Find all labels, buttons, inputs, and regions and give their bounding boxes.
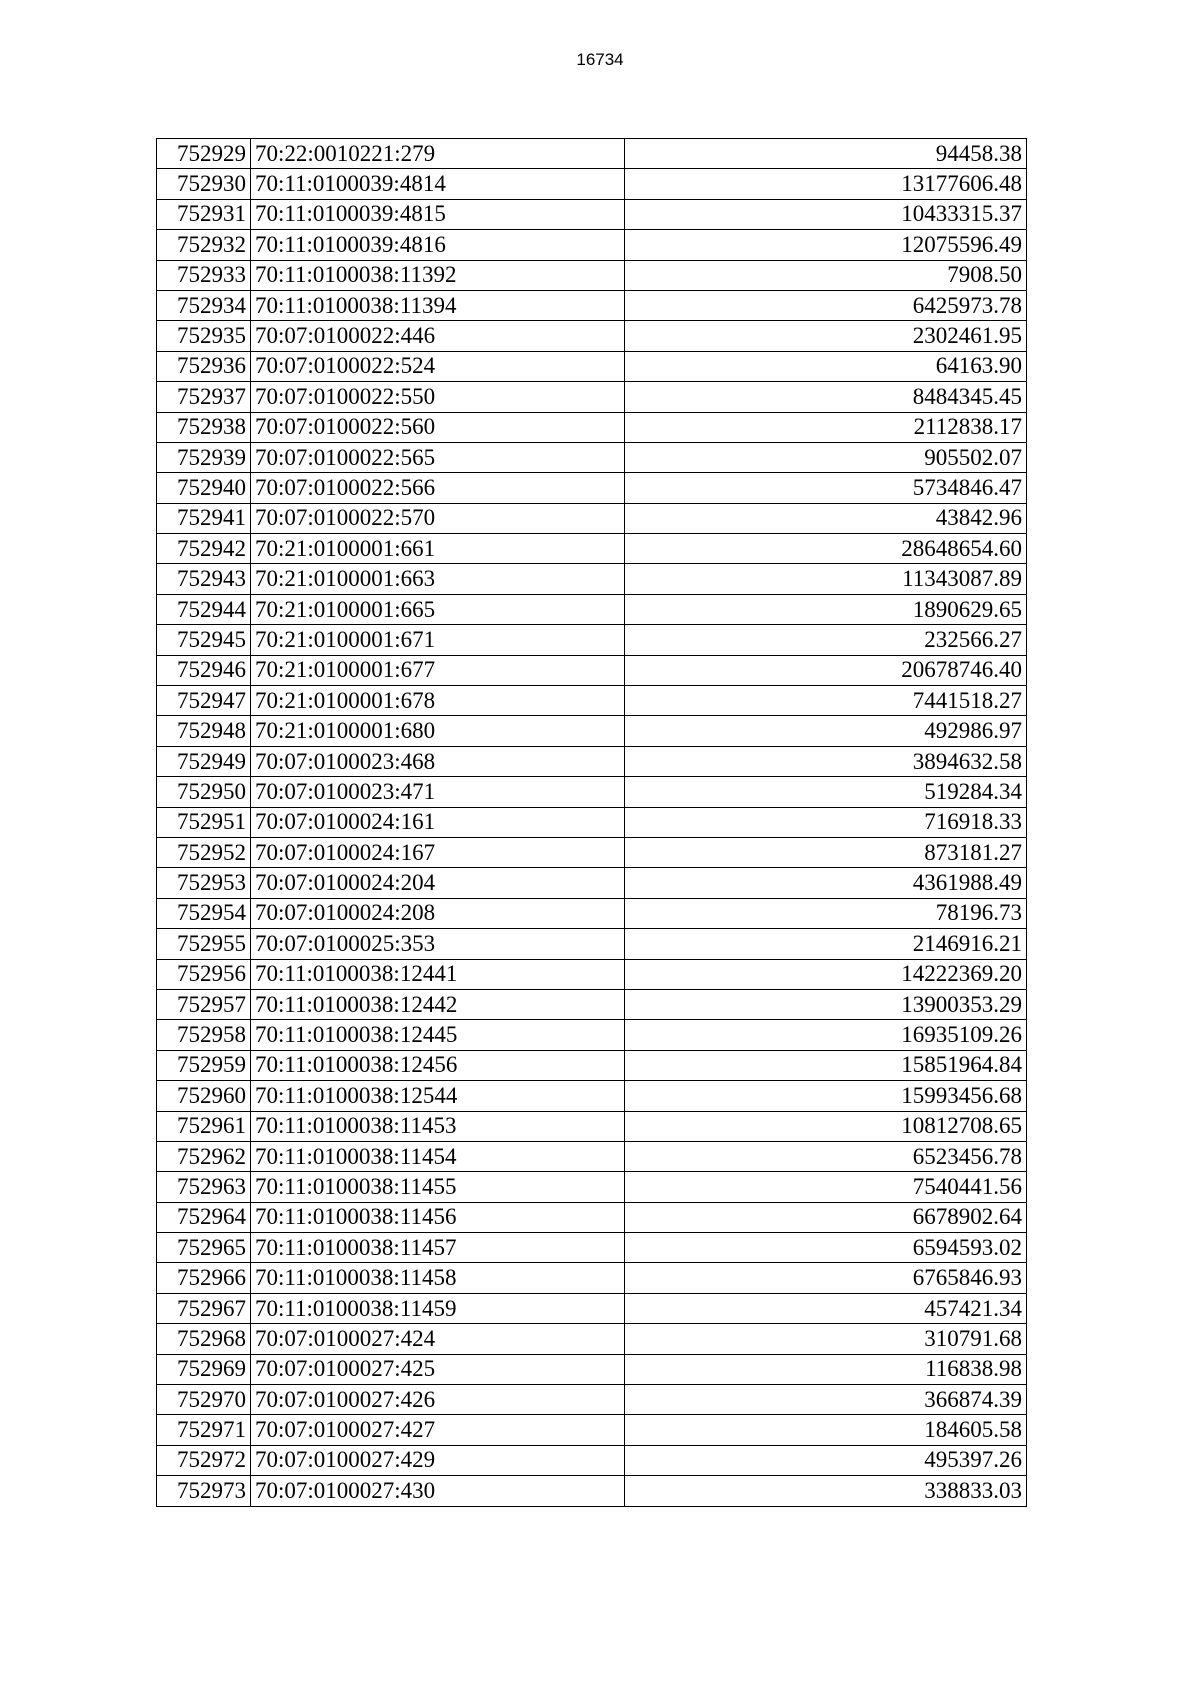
value-cell: 6678902.64 xyxy=(625,1202,1027,1232)
row-number-cell: 752960 xyxy=(157,1081,251,1111)
cadastral-number-cell: 70:21:0100001:663 xyxy=(251,564,625,594)
cadastral-number-cell: 70:11:0100038:11455 xyxy=(251,1172,625,1202)
row-number-cell: 752936 xyxy=(157,351,251,381)
table-row xyxy=(157,1172,1027,1202)
cadastral-number-cell: 70:07:0100027:429 xyxy=(251,1445,625,1475)
value-cell: 6594593.02 xyxy=(625,1233,1027,1263)
value-cell: 873181.27 xyxy=(625,837,1027,867)
table-row xyxy=(157,686,1027,716)
table-row xyxy=(157,321,1027,351)
table-row xyxy=(157,290,1027,320)
cadastral-number-cell: 70:21:0100001:678 xyxy=(251,686,625,716)
value-cell: 28648654.60 xyxy=(625,534,1027,564)
row-number-cell: 752942 xyxy=(157,534,251,564)
table-row xyxy=(157,1354,1027,1384)
table-row xyxy=(157,777,1027,807)
table-row xyxy=(157,169,1027,199)
cadastral-number-cell: 70:22:0010221:279 xyxy=(251,139,625,169)
table-row xyxy=(157,716,1027,746)
data-table xyxy=(156,138,1027,1507)
table-body xyxy=(157,139,1027,1507)
cadastral-number-cell: 70:07:0100022:565 xyxy=(251,442,625,472)
table-row xyxy=(157,473,1027,503)
table-row xyxy=(157,534,1027,564)
value-cell: 6765846.93 xyxy=(625,1263,1027,1293)
cadastral-number-cell: 70:11:0100038:11394 xyxy=(251,290,625,320)
row-number-cell: 752950 xyxy=(157,777,251,807)
cadastral-number-cell: 70:07:0100022:570 xyxy=(251,503,625,533)
row-number-cell: 752935 xyxy=(157,321,251,351)
table-row xyxy=(157,746,1027,776)
row-number-cell: 752934 xyxy=(157,290,251,320)
value-cell: 492986.97 xyxy=(625,716,1027,746)
cadastral-number-cell: 70:07:0100024:161 xyxy=(251,807,625,837)
cadastral-number-cell: 70:07:0100025:353 xyxy=(251,929,625,959)
table-row xyxy=(157,139,1027,169)
table-row xyxy=(157,1415,1027,1445)
table-row xyxy=(157,959,1027,989)
row-number-cell: 752958 xyxy=(157,1020,251,1050)
row-number-cell: 752965 xyxy=(157,1233,251,1263)
row-number-cell: 752949 xyxy=(157,746,251,776)
cadastral-number-cell: 70:11:0100039:4814 xyxy=(251,169,625,199)
row-number-cell: 752973 xyxy=(157,1476,251,1506)
value-cell: 7540441.56 xyxy=(625,1172,1027,1202)
table-row xyxy=(157,1111,1027,1141)
value-cell: 78196.73 xyxy=(625,898,1027,928)
value-cell: 11343087.89 xyxy=(625,564,1027,594)
row-number-cell: 752933 xyxy=(157,260,251,290)
value-cell: 94458.38 xyxy=(625,139,1027,169)
cadastral-number-cell: 70:21:0100001:665 xyxy=(251,594,625,624)
table-row xyxy=(157,503,1027,533)
row-number-cell: 752946 xyxy=(157,655,251,685)
cadastral-number-cell: 70:21:0100001:677 xyxy=(251,655,625,685)
value-cell: 905502.07 xyxy=(625,442,1027,472)
cadastral-number-cell: 70:11:0100038:12456 xyxy=(251,1050,625,1080)
cadastral-number-cell: 70:07:0100022:560 xyxy=(251,412,625,442)
row-number-cell: 752930 xyxy=(157,169,251,199)
table-row xyxy=(157,1233,1027,1263)
table-row xyxy=(157,564,1027,594)
row-number-cell: 752953 xyxy=(157,868,251,898)
table-row xyxy=(157,807,1027,837)
cadastral-number-cell: 70:07:0100023:471 xyxy=(251,777,625,807)
cadastral-number-cell: 70:07:0100022:524 xyxy=(251,351,625,381)
table-row xyxy=(157,1293,1027,1323)
value-cell: 7441518.27 xyxy=(625,686,1027,716)
value-cell: 4361988.49 xyxy=(625,868,1027,898)
value-cell: 20678746.40 xyxy=(625,655,1027,685)
cadastral-number-cell: 70:07:0100027:424 xyxy=(251,1324,625,1354)
cadastral-number-cell: 70:07:0100024:167 xyxy=(251,837,625,867)
value-cell: 116838.98 xyxy=(625,1354,1027,1384)
value-cell: 14222369.20 xyxy=(625,959,1027,989)
value-cell: 16935109.26 xyxy=(625,1020,1027,1050)
value-cell: 184605.58 xyxy=(625,1415,1027,1445)
table-row xyxy=(157,1476,1027,1506)
cadastral-number-cell: 70:07:0100027:425 xyxy=(251,1354,625,1384)
row-number-cell: 752968 xyxy=(157,1324,251,1354)
row-number-cell: 752963 xyxy=(157,1172,251,1202)
cadastral-number-cell: 70:11:0100038:12441 xyxy=(251,959,625,989)
row-number-cell: 752948 xyxy=(157,716,251,746)
row-number-cell: 752962 xyxy=(157,1141,251,1171)
cadastral-number-cell: 70:07:0100023:468 xyxy=(251,746,625,776)
value-cell: 13900353.29 xyxy=(625,989,1027,1019)
value-cell: 8484345.45 xyxy=(625,382,1027,412)
row-number-cell: 752932 xyxy=(157,230,251,260)
value-cell: 232566.27 xyxy=(625,625,1027,655)
value-cell: 64163.90 xyxy=(625,351,1027,381)
value-cell: 716918.33 xyxy=(625,807,1027,837)
table-row xyxy=(157,199,1027,229)
row-number-cell: 752929 xyxy=(157,139,251,169)
value-cell: 310791.68 xyxy=(625,1324,1027,1354)
row-number-cell: 752959 xyxy=(157,1050,251,1080)
value-cell: 5734846.47 xyxy=(625,473,1027,503)
cadastral-number-cell: 70:11:0100038:11392 xyxy=(251,260,625,290)
table-row xyxy=(157,655,1027,685)
row-number-cell: 752956 xyxy=(157,959,251,989)
table-row xyxy=(157,1324,1027,1354)
cadastral-number-cell: 70:11:0100039:4815 xyxy=(251,199,625,229)
table-row xyxy=(157,1445,1027,1475)
row-number-cell: 752931 xyxy=(157,199,251,229)
row-number-cell: 752971 xyxy=(157,1415,251,1445)
cadastral-number-cell: 70:11:0100038:11456 xyxy=(251,1202,625,1232)
cadastral-number-cell: 70:11:0100038:11453 xyxy=(251,1111,625,1141)
table-row xyxy=(157,1141,1027,1171)
cadastral-number-cell: 70:11:0100038:12544 xyxy=(251,1081,625,1111)
value-cell: 3894632.58 xyxy=(625,746,1027,776)
value-cell: 12075596.49 xyxy=(625,230,1027,260)
row-number-cell: 752939 xyxy=(157,442,251,472)
value-cell: 2302461.95 xyxy=(625,321,1027,351)
cadastral-number-cell: 70:07:0100022:566 xyxy=(251,473,625,503)
table-row xyxy=(157,594,1027,624)
value-cell: 15993456.68 xyxy=(625,1081,1027,1111)
row-number-cell: 752961 xyxy=(157,1111,251,1141)
table-row xyxy=(157,1050,1027,1080)
value-cell: 457421.34 xyxy=(625,1293,1027,1323)
value-cell: 366874.39 xyxy=(625,1385,1027,1415)
table-row xyxy=(157,1020,1027,1050)
cadastral-number-cell: 70:11:0100038:11459 xyxy=(251,1293,625,1323)
table-row xyxy=(157,868,1027,898)
value-cell: 43842.96 xyxy=(625,503,1027,533)
cadastral-number-cell: 70:07:0100022:446 xyxy=(251,321,625,351)
cadastral-number-cell: 70:07:0100024:208 xyxy=(251,898,625,928)
page-number: 16734 xyxy=(576,50,624,69)
value-cell: 2112838.17 xyxy=(625,412,1027,442)
table-row xyxy=(157,989,1027,1019)
row-number-cell: 752966 xyxy=(157,1263,251,1293)
table-row xyxy=(157,260,1027,290)
row-number-cell: 752945 xyxy=(157,625,251,655)
table-row xyxy=(157,837,1027,867)
cadastral-number-cell: 70:11:0100038:11457 xyxy=(251,1233,625,1263)
table-row xyxy=(157,929,1027,959)
value-cell: 2146916.21 xyxy=(625,929,1027,959)
cadastral-number-cell: 70:07:0100027:426 xyxy=(251,1385,625,1415)
row-number-cell: 752951 xyxy=(157,807,251,837)
row-number-cell: 752969 xyxy=(157,1354,251,1384)
table-row xyxy=(157,1385,1027,1415)
table-row xyxy=(157,230,1027,260)
value-cell: 6425973.78 xyxy=(625,290,1027,320)
cadastral-number-cell: 70:11:0100038:12445 xyxy=(251,1020,625,1050)
cadastral-number-cell: 70:11:0100038:11458 xyxy=(251,1263,625,1293)
cadastral-number-cell: 70:07:0100024:204 xyxy=(251,868,625,898)
row-number-cell: 752955 xyxy=(157,929,251,959)
row-number-cell: 752944 xyxy=(157,594,251,624)
row-number-cell: 752964 xyxy=(157,1202,251,1232)
row-number-cell: 752957 xyxy=(157,989,251,1019)
cadastral-number-cell: 70:07:0100027:430 xyxy=(251,1476,625,1506)
value-cell: 10433315.37 xyxy=(625,199,1027,229)
row-number-cell: 752967 xyxy=(157,1293,251,1323)
row-number-cell: 752940 xyxy=(157,473,251,503)
row-number-cell: 752943 xyxy=(157,564,251,594)
row-number-cell: 752947 xyxy=(157,686,251,716)
value-cell: 7908.50 xyxy=(625,260,1027,290)
table-row xyxy=(157,1081,1027,1111)
cadastral-number-cell: 70:11:0100038:12442 xyxy=(251,989,625,1019)
row-number-cell: 752941 xyxy=(157,503,251,533)
table-row xyxy=(157,898,1027,928)
table-row xyxy=(157,1263,1027,1293)
cadastral-number-cell: 70:21:0100001:661 xyxy=(251,534,625,564)
value-cell: 1890629.65 xyxy=(625,594,1027,624)
table-row xyxy=(157,442,1027,472)
row-number-cell: 752952 xyxy=(157,837,251,867)
table-row xyxy=(157,1202,1027,1232)
table-row xyxy=(157,351,1027,381)
cadastral-number-cell: 70:07:0100027:427 xyxy=(251,1415,625,1445)
cadastral-number-cell: 70:21:0100001:671 xyxy=(251,625,625,655)
row-number-cell: 752937 xyxy=(157,382,251,412)
row-number-cell: 752954 xyxy=(157,898,251,928)
table-row xyxy=(157,625,1027,655)
value-cell: 6523456.78 xyxy=(625,1141,1027,1171)
row-number-cell: 752972 xyxy=(157,1445,251,1475)
value-cell: 10812708.65 xyxy=(625,1111,1027,1141)
row-number-cell: 752938 xyxy=(157,412,251,442)
cadastral-number-cell: 70:21:0100001:680 xyxy=(251,716,625,746)
value-cell: 495397.26 xyxy=(625,1445,1027,1475)
value-cell: 519284.34 xyxy=(625,777,1027,807)
row-number-cell: 752970 xyxy=(157,1385,251,1415)
cadastral-number-cell: 70:07:0100022:550 xyxy=(251,382,625,412)
table-row xyxy=(157,382,1027,412)
value-cell: 15851964.84 xyxy=(625,1050,1027,1080)
table-row xyxy=(157,412,1027,442)
value-cell: 338833.03 xyxy=(625,1476,1027,1506)
value-cell: 13177606.48 xyxy=(625,169,1027,199)
cadastral-number-cell: 70:11:0100038:11454 xyxy=(251,1141,625,1171)
cadastral-number-cell: 70:11:0100039:4816 xyxy=(251,230,625,260)
